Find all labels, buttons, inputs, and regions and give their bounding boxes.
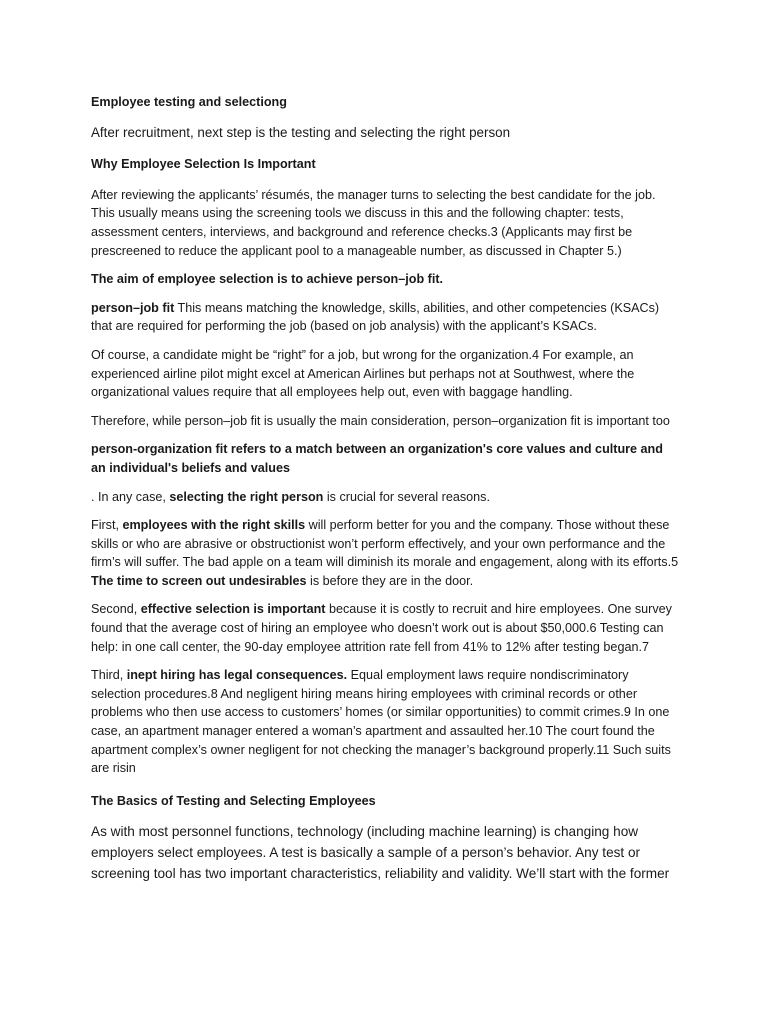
third-prefix: Third,	[91, 668, 127, 683]
first-body: will perform better for you and the company. Those without these skills or who are abrasive or obstructionist won’t perform effectively, and your own performance and the firm’s will suffer. The bad apple on a team will diminish its morale and engagement, along with its efforts.5	[91, 518, 679, 570]
first-emphasis: employees with the right skills	[122, 518, 306, 533]
any-case-emphasis: selecting the right person	[169, 489, 324, 504]
paragraph-second-reason	[91, 600, 681, 656]
paragraph-person-job-fit	[91, 299, 681, 336]
paragraph-reviewing: After reviewing the applicants’ résumés, the manager turns to selecting the best candidate for the job. This usually means using the screening tools we discuss in this and the following chapter: tests, assessment centers, interviews, and background and reference checks.3 (Applicants may first be prescreened to reduce the applicant pool to a manageable number, as discussed in Chapter 5.)	[91, 187, 656, 258]
definition-person-org-fit: refers to a match between an organization's core values and culture and an individual's beliefs and values	[91, 442, 663, 475]
definition-person-job-fit: This means matching the knowledge, skills, abilities, and other competencies (KSACs) that are required for performing the job (based on job analysis) with the applicant’s KSACs.	[91, 300, 660, 334]
lead-paragraph: After recruitment, next step is the testing and selecting the right person	[91, 124, 511, 140]
first-end: is before they are in the door.	[306, 573, 474, 588]
document-page	[91, 93, 681, 894]
third-body: Equal employment laws require nondiscriminatory selection procedures.8 And negligent hiring means hiring employees with criminal records or other problems who then use access to customers’ homes (or similar opportunities) to commit crimes.9 In one case, an apartment manager entered a woman’s apartment and assaulted her.10 The court found the apartment complex’s owner negligent for not checking the manager’s background properly.11 Such suits are risin	[91, 668, 671, 776]
paragraph-any-case	[91, 488, 681, 507]
paragraph-therefore: Therefore, while person–job fit is usually the main consideration, person–organization fit is important too	[91, 413, 670, 428]
paragraph-first-reason	[91, 516, 681, 590]
third-emphasis: inept hiring has legal consequences.	[126, 668, 348, 683]
paragraph-basics: As with most personnel functions, technology (including machine learning) is changing how employers select employees. A test is basically a sample of a person’s behavior. Any test or screening tool has two important characteristics, reliability and validity. We’ll start with the former	[91, 824, 670, 881]
first-prefix: First,	[91, 518, 123, 533]
second-prefix: Second,	[91, 602, 141, 617]
paragraph-third-reason	[91, 666, 681, 778]
first-emphasis-2: The time to screen out undesirables	[91, 573, 307, 588]
heading-why-selection: Why Employee Selection Is Important	[91, 157, 316, 172]
second-emphasis: effective selection is important	[140, 602, 326, 617]
paragraph-of-course: Of course, a candidate might be “right” for a job, but wrong for the organization.4 For example, an experienced airline pilot might excel at American Airlines but perhaps not at Southwest, where the organizational values require that all employees help out, even with baggage handling.	[91, 347, 635, 400]
any-case-text-end: is crucial for several reasons.	[323, 489, 490, 504]
term-person-job-fit: person–job fit	[91, 300, 175, 315]
paragraph-aim: The aim of employee selection is to achieve person–job fit.	[91, 272, 444, 287]
document-title: Employee testing and selectiong	[91, 95, 287, 109]
second-body: because it is costly to recruit and hire employees. One survey found that the average cost of hiring an employee who doesn’t work out is about $50,000.6 Testing can help: in one call center, the 90-day employee attrition rate fell from 41% to 12% after testing began.7	[91, 602, 672, 654]
paragraph-person-org-fit	[91, 440, 681, 477]
heading-basics: The Basics of Testing and Selecting Employees	[91, 793, 376, 808]
term-person-org-fit: person-organization fit	[91, 442, 228, 457]
any-case-text: . In any case,	[91, 489, 170, 504]
